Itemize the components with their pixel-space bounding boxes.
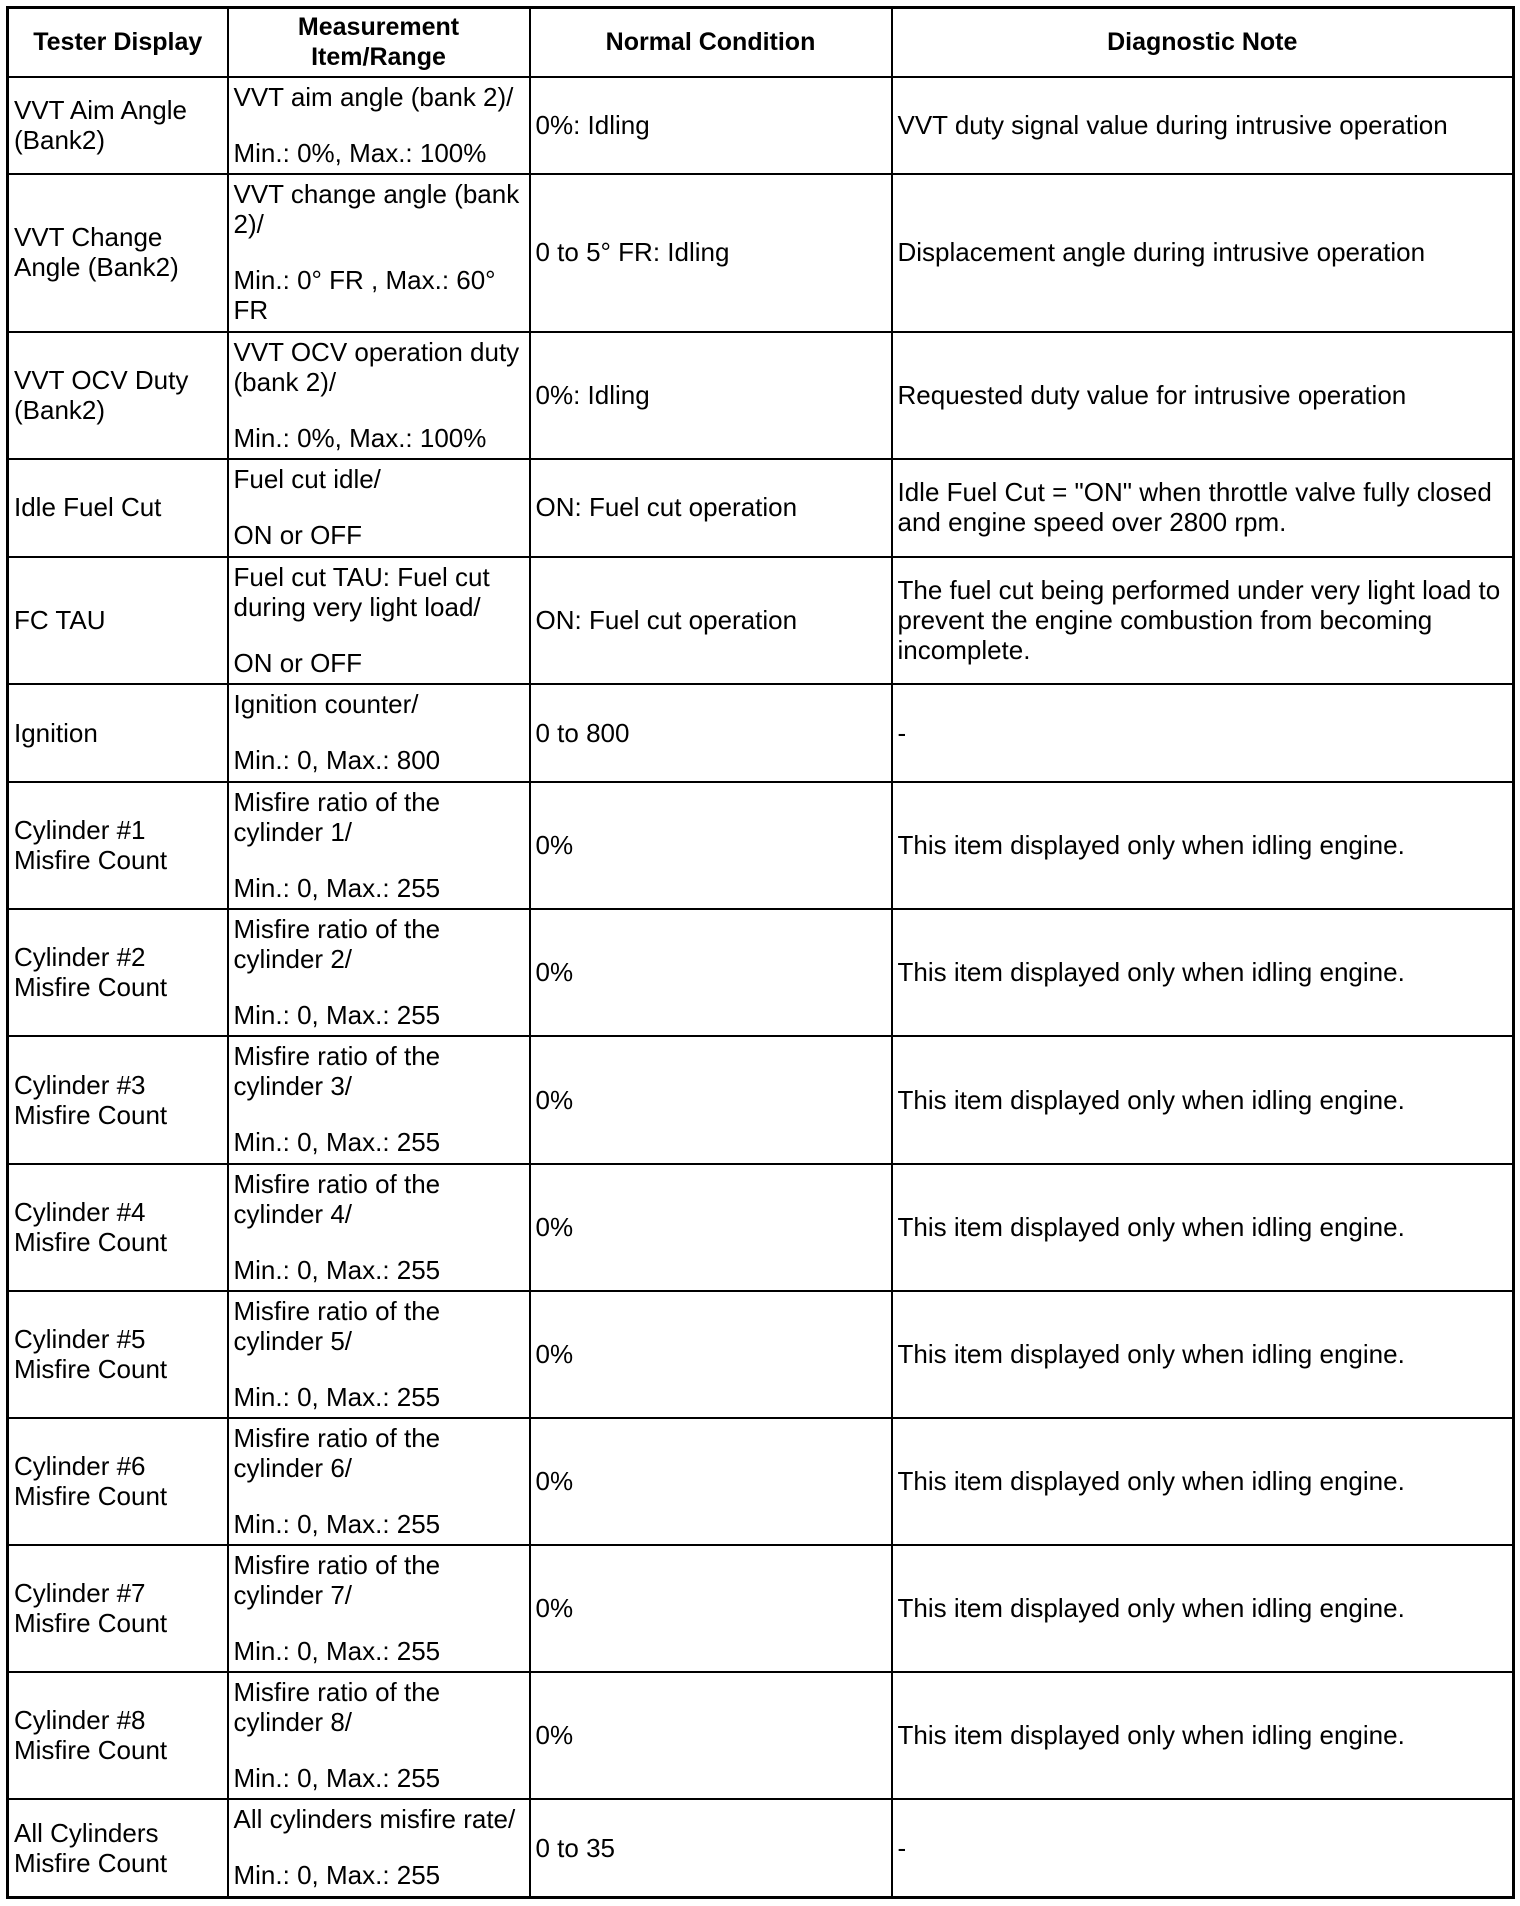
measurement-item: Misfire ratio of the cylinder 7/ xyxy=(233,1549,441,1610)
table-row xyxy=(8,557,1514,684)
normal-condition-cell: 0%: Idling xyxy=(530,332,892,459)
table-row xyxy=(8,1799,1514,1897)
table-header-row xyxy=(8,8,1514,77)
tester-display-cell: Cylinder #2 Misfire Count xyxy=(8,909,228,1036)
header-measurement: Measurement Item/Range xyxy=(228,8,530,77)
normal-condition-cell: 0%: Idling xyxy=(530,77,892,174)
table-row xyxy=(8,174,1514,332)
measurement-range: Min.: 0, Max.: 255 xyxy=(233,1635,441,1666)
diagnostic-note-cell: VVT duty signal value during intrusive operation xyxy=(892,77,1514,174)
tester-display-cell: Cylinder #1 Misfire Count xyxy=(8,782,228,909)
diagnostic-note-cell: This item displayed only when idling engine. xyxy=(892,1291,1514,1418)
tester-display-cell: VVT Aim Angle (Bank2) xyxy=(8,77,228,174)
diagnostic-note-cell: Displacement angle during intrusive operation xyxy=(892,174,1514,332)
diagnostic-note-cell: This item displayed only when idling engine. xyxy=(892,1545,1514,1672)
measurement-cell xyxy=(228,1291,530,1418)
measurement-range: ON or OFF xyxy=(233,647,363,678)
measurement-item: Misfire ratio of the cylinder 4/ xyxy=(233,1168,441,1229)
table-row xyxy=(8,909,1514,1036)
table-row xyxy=(8,1418,1514,1545)
normal-condition-cell: 0% xyxy=(530,782,892,909)
measurement-item: Fuel cut idle/ xyxy=(233,463,381,494)
table-row xyxy=(8,1036,1514,1163)
normal-condition-cell: 0% xyxy=(530,1291,892,1418)
measurement-range: Min.: 0%, Max.: 100% xyxy=(233,422,487,453)
measurement-range: Min.: 0%, Max.: 100% xyxy=(233,137,487,168)
normal-condition-cell: 0% xyxy=(530,909,892,1036)
tester-display-cell: Idle Fuel Cut xyxy=(8,459,228,557)
normal-condition-cell: 0 to 5° FR: Idling xyxy=(530,174,892,332)
measurement-item: Misfire ratio of the cylinder 8/ xyxy=(233,1677,441,1738)
measurement-item: Misfire ratio of the cylinder 2/ xyxy=(233,914,441,975)
tester-display-cell: All Cylinders Misfire Count xyxy=(8,1799,228,1897)
normal-condition-cell: ON: Fuel cut operation xyxy=(530,557,892,684)
tester-display-cell: Cylinder #8 Misfire Count xyxy=(8,1672,228,1799)
table-row xyxy=(8,77,1514,174)
table-row xyxy=(8,782,1514,909)
measurement-item: Fuel cut TAU: Fuel cut during very light load/ xyxy=(233,561,490,622)
measurement-cell xyxy=(228,1545,530,1672)
table-row xyxy=(8,1672,1514,1799)
diagnostic-note-cell: This item displayed only when idling engine. xyxy=(892,1418,1514,1545)
measurement-cell xyxy=(228,684,530,782)
diagnostic-note-cell: Idle Fuel Cut = "ON" when throttle valve fully closed and engine speed over 2800 rpm. xyxy=(892,459,1514,557)
tester-display-cell: VVT OCV Duty (Bank2) xyxy=(8,332,228,459)
measurement-range: Min.: 0, Max.: 255 xyxy=(233,1508,441,1539)
diagnostic-note-cell: - xyxy=(892,684,1514,782)
measurement-cell xyxy=(228,1036,530,1163)
measurement-item: Ignition counter/ xyxy=(233,689,419,720)
measurement-range: Min.: 0, Max.: 255 xyxy=(233,1254,441,1285)
measurement-cell xyxy=(228,1164,530,1291)
tester-display-cell: VVT Change Angle (Bank2) xyxy=(8,174,228,332)
table-row xyxy=(8,1545,1514,1672)
measurement-range: Min.: 0, Max.: 255 xyxy=(233,1763,441,1794)
measurement-range: Min.: 0° FR , Max.: 60° FR xyxy=(233,264,496,325)
measurement-range: Min.: 0, Max.: 800 xyxy=(233,745,441,776)
diagnostic-note-cell: This item displayed only when idling engine. xyxy=(892,1672,1514,1799)
normal-condition-cell: 0 to 35 xyxy=(530,1799,892,1897)
diagnostic-note-cell: This item displayed only when idling engine. xyxy=(892,782,1514,909)
diagnostic-note-cell: Requested duty value for intrusive operation xyxy=(892,332,1514,459)
measurement-item: VVT aim angle (bank 2)/ xyxy=(233,81,514,112)
normal-condition-cell: 0% xyxy=(530,1545,892,1672)
table-row xyxy=(8,332,1514,459)
table-row xyxy=(8,459,1514,557)
measurement-cell xyxy=(228,459,530,557)
diagnostic-note-cell: This item displayed only when idling engine. xyxy=(892,1164,1514,1291)
measurement-range: ON or OFF xyxy=(233,519,363,550)
measurement-cell xyxy=(228,1672,530,1799)
table-row xyxy=(8,684,1514,782)
measurement-item: VVT OCV operation duty (bank 2)/ xyxy=(233,336,520,397)
normal-condition-cell: 0% xyxy=(530,1672,892,1799)
measurement-range: Min.: 0, Max.: 255 xyxy=(233,1127,441,1158)
measurement-item: Misfire ratio of the cylinder 3/ xyxy=(233,1041,441,1102)
header-normal-condition: Normal Condition xyxy=(530,8,892,77)
tester-display-cell: Cylinder #3 Misfire Count xyxy=(8,1036,228,1163)
normal-condition-cell: 0 to 800 xyxy=(530,684,892,782)
measurement-range: Min.: 0, Max.: 255 xyxy=(233,1000,441,1031)
diagnostic-note-cell: The fuel cut being performed under very light load to prevent the engine combustion from becoming incomplete. xyxy=(892,557,1514,684)
normal-condition-cell: ON: Fuel cut operation xyxy=(530,459,892,557)
measurement-item: Misfire ratio of the cylinder 5/ xyxy=(233,1295,441,1356)
measurement-cell xyxy=(228,557,530,684)
diagnostic-note-cell: This item displayed only when idling engine. xyxy=(892,1036,1514,1163)
measurement-range: Min.: 0, Max.: 255 xyxy=(233,1860,441,1891)
table-row xyxy=(8,1291,1514,1418)
measurement-cell xyxy=(228,1418,530,1545)
header-tester-display: Tester Display xyxy=(8,8,228,77)
normal-condition-cell: 0% xyxy=(530,1418,892,1545)
tester-display-cell: Cylinder #5 Misfire Count xyxy=(8,1291,228,1418)
table-row xyxy=(8,1164,1514,1291)
diagnostic-data-table xyxy=(6,6,1515,1899)
measurement-cell xyxy=(228,1799,530,1897)
tester-display-cell: Cylinder #7 Misfire Count xyxy=(8,1545,228,1672)
measurement-cell xyxy=(228,77,530,174)
normal-condition-cell: 0% xyxy=(530,1164,892,1291)
tester-display-cell: Ignition xyxy=(8,684,228,782)
measurement-range: Min.: 0, Max.: 255 xyxy=(233,1381,441,1412)
measurement-cell xyxy=(228,782,530,909)
tester-display-cell: Cylinder #4 Misfire Count xyxy=(8,1164,228,1291)
tester-display-cell: FC TAU xyxy=(8,557,228,684)
measurement-cell xyxy=(228,174,530,332)
measurement-cell xyxy=(228,909,530,1036)
measurement-item: All cylinders misfire rate/ xyxy=(233,1804,516,1835)
measurement-item: Misfire ratio of the cylinder 6/ xyxy=(233,1422,441,1483)
tester-display-cell: Cylinder #6 Misfire Count xyxy=(8,1418,228,1545)
normal-condition-cell: 0% xyxy=(530,1036,892,1163)
diagnostic-note-cell: - xyxy=(892,1799,1514,1897)
header-diagnostic-note: Diagnostic Note xyxy=(892,8,1514,77)
diagnostic-note-cell: This item displayed only when idling engine. xyxy=(892,909,1514,1036)
measurement-item: VVT change angle (bank 2)/ xyxy=(233,178,520,239)
measurement-range: Min.: 0, Max.: 255 xyxy=(233,873,441,904)
measurement-item: Misfire ratio of the cylinder 1/ xyxy=(233,787,441,848)
measurement-cell xyxy=(228,332,530,459)
